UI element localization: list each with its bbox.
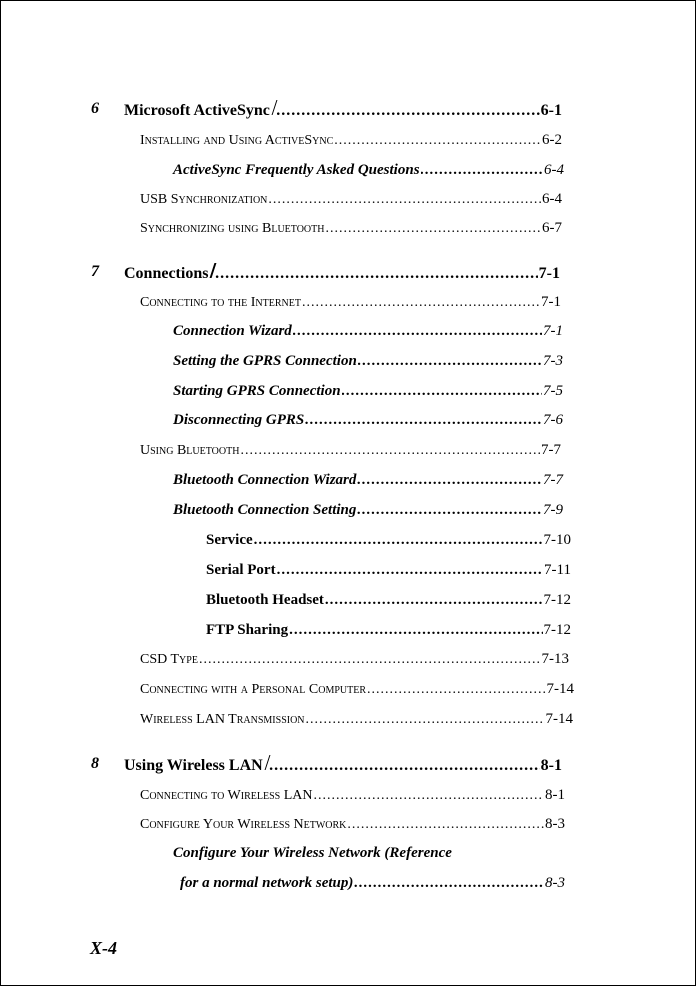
toc-page-number: 7-10 xyxy=(543,532,571,548)
dot-leader xyxy=(357,471,542,489)
toc-entry-title: for a normal network setup) xyxy=(180,875,354,891)
toc-entry-title: USB Synchronization xyxy=(140,192,268,207)
toc-page-number: 7-7 xyxy=(541,442,561,458)
dot-leader xyxy=(277,561,543,579)
chapter-number: 7 xyxy=(91,263,99,280)
dot-leader xyxy=(347,816,544,834)
toc-page-number: 6-4 xyxy=(542,191,562,207)
toc-subsection-entry[interactable] xyxy=(173,411,563,429)
toc-chapter-entry[interactable] xyxy=(124,100,562,120)
toc-section-entry[interactable] xyxy=(140,710,573,729)
toc-page-number: 7-12 xyxy=(543,592,571,608)
toc-entry-title: Using Bluetooth xyxy=(140,443,240,458)
toc-entry-title: Connection Wizard xyxy=(173,323,292,339)
toc-section-entry[interactable] xyxy=(140,680,574,699)
dot-leader xyxy=(269,757,540,775)
dot-leader xyxy=(421,161,543,179)
toc-page-number: 7-11 xyxy=(544,562,571,578)
dot-leader xyxy=(306,711,545,729)
toc-entry-title: Bluetooth Connection Wizard xyxy=(173,472,357,488)
dot-leader xyxy=(358,352,542,370)
toc-page-number: 7-6 xyxy=(543,412,563,428)
toc-page-number: 7-9 xyxy=(543,502,563,518)
toc-entry-title: Connecting with a Personal Computer xyxy=(140,682,367,697)
toc-page-number: 7-14 xyxy=(545,711,573,727)
toc-page-number: 7-12 xyxy=(543,622,571,638)
toc-section-entry[interactable] xyxy=(140,190,562,209)
toc-entry-title: Connections xyxy=(124,265,209,282)
toc-entry-title: Using Wireless LAN xyxy=(124,757,263,774)
toc-page-number: 6-7 xyxy=(542,220,562,236)
dot-leader xyxy=(334,132,541,150)
toc-section-entry[interactable] xyxy=(140,815,565,834)
toc-entry-title: Wireless LAN Transmission xyxy=(140,712,305,727)
toc-subsubsection-entry[interactable] xyxy=(206,591,571,609)
toc-page-number: 6-4 xyxy=(544,162,564,178)
toc-entry-title: Installing and Using ActiveSync xyxy=(140,133,334,148)
chapter-number: 6 xyxy=(91,100,99,117)
toc-entry-title: Service xyxy=(206,532,253,548)
toc-subsection-entry[interactable] xyxy=(173,382,563,400)
toc-page-number: 7-1 xyxy=(538,265,560,282)
dot-leader xyxy=(342,382,542,400)
toc-entry-title: FTP Sharing xyxy=(206,622,289,638)
toc-subsubsection-entry[interactable] xyxy=(206,621,571,639)
toc-section-entry[interactable] xyxy=(140,786,565,805)
toc-entry-title: Starting GPRS Connection xyxy=(173,383,341,399)
toc-page-number: 7-1 xyxy=(543,323,563,339)
toc-page-number: 7-7 xyxy=(543,472,563,488)
toc-subsection-entry[interactable] xyxy=(173,501,563,519)
dot-leader xyxy=(367,681,545,699)
toc-page-number: 8-3 xyxy=(545,875,565,891)
toc-subsection-entry[interactable] xyxy=(180,874,565,892)
dot-leader xyxy=(268,191,541,209)
toc-section-entry[interactable] xyxy=(140,650,569,669)
toc-subsection-entry[interactable] xyxy=(173,471,563,489)
toc-page-number: 7-13 xyxy=(541,651,569,667)
toc-entry-title: ActiveSync Frequently Asked Questions xyxy=(173,162,420,178)
toc-subsubsection-entry[interactable] xyxy=(206,561,571,579)
toc-entry-title: Bluetooth Headset xyxy=(206,592,324,608)
dot-leader xyxy=(215,265,538,283)
toc-entry-title: Bluetooth Connection Setting xyxy=(173,502,357,518)
dot-leader xyxy=(302,294,540,312)
toc-page-number: 7-1 xyxy=(541,294,561,310)
toc-wrapped-title-line: Configure Your Wireless Network (Reference xyxy=(173,845,452,861)
toc-entry-title: Synchronizing using Bluetooth xyxy=(140,221,325,236)
toc-entry-title: Configure Your Wireless Network xyxy=(140,817,347,832)
toc-subsection-entry[interactable] xyxy=(173,352,563,370)
dot-leader xyxy=(314,787,545,805)
toc-page-number: 8-3 xyxy=(545,816,565,832)
toc-entry-title: Microsoft ActiveSync xyxy=(124,102,270,119)
dot-leader xyxy=(254,531,543,549)
toc-entry-title: Setting the GPRS Connection xyxy=(173,353,357,369)
toc-section-entry[interactable] xyxy=(140,131,562,150)
toc-entry-title: CSD Type xyxy=(140,652,198,667)
toc-page-number: 7-3 xyxy=(543,353,563,369)
dot-leader xyxy=(289,621,542,639)
toc-page-number: 7-5 xyxy=(543,383,563,399)
dot-leader xyxy=(276,102,539,120)
toc-subsection-entry[interactable] xyxy=(173,322,563,340)
dot-leader xyxy=(199,651,541,669)
toc-section-entry[interactable] xyxy=(140,441,561,460)
toc-page-number: 8-1 xyxy=(540,757,562,774)
toc-chapter-entry[interactable] xyxy=(124,755,562,775)
chapter-number: 8 xyxy=(91,755,99,772)
page-footer-label: X-4 xyxy=(90,938,117,958)
dot-leader xyxy=(305,411,542,429)
toc-subsection-entry[interactable] xyxy=(173,161,564,179)
toc-page-number: 8-1 xyxy=(545,787,565,803)
dot-leader xyxy=(357,501,542,519)
toc-entry-title: Disconnecting GPRS xyxy=(173,412,305,428)
toc-page-number: 6-2 xyxy=(542,132,562,148)
toc-page-number: 6-1 xyxy=(540,102,562,119)
dot-leader xyxy=(293,322,542,340)
dot-leader xyxy=(325,220,541,238)
toc-entry-title: Connecting to the Internet xyxy=(140,295,301,310)
toc-page-number: 7-14 xyxy=(546,681,574,697)
toc-entry-title: Connecting to Wireless LAN xyxy=(140,788,313,803)
toc-entry-title: Serial Port xyxy=(206,562,276,578)
toc-section-entry[interactable] xyxy=(140,293,561,312)
dot-leader xyxy=(240,442,540,460)
toc-section-entry[interactable] xyxy=(140,219,562,238)
dot-leader xyxy=(354,874,544,892)
dot-leader xyxy=(325,591,543,609)
toc-chapter-entry[interactable] xyxy=(124,263,560,283)
toc-subsubsection-entry[interactable] xyxy=(206,531,571,549)
